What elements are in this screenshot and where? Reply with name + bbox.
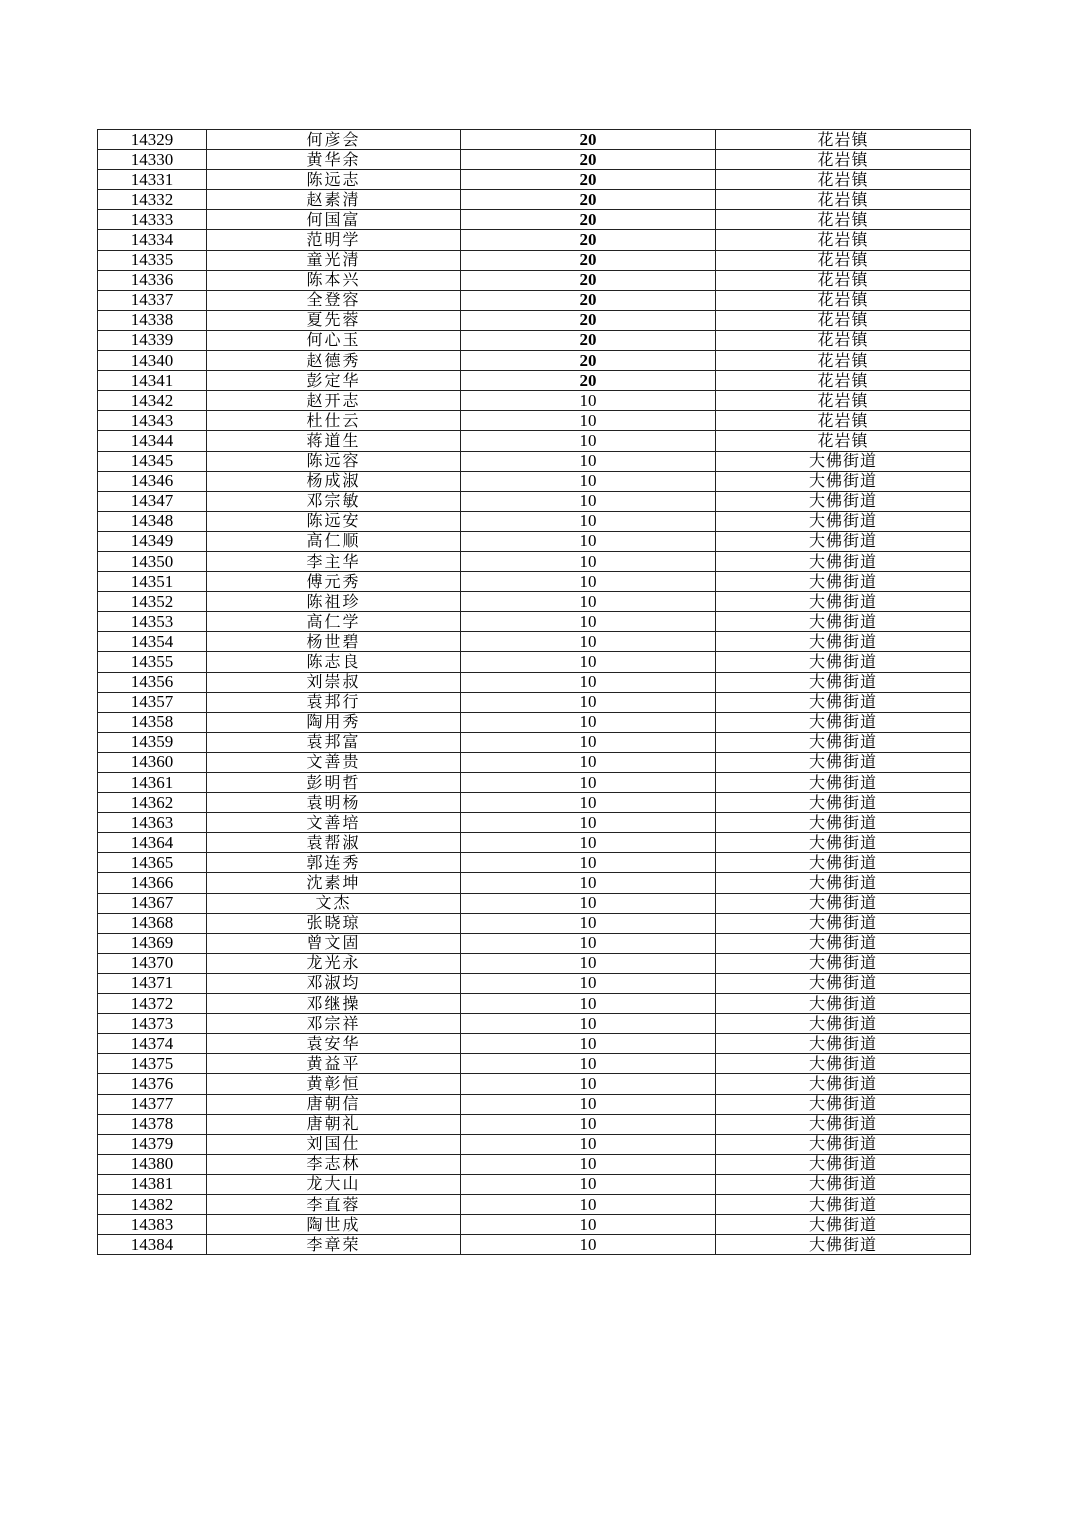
table-row bbox=[98, 793, 971, 813]
row-name-cell: 彭明哲 bbox=[207, 773, 461, 793]
row-name-cell: 赵开志 bbox=[207, 391, 461, 411]
row-name-cell: 全登容 bbox=[207, 290, 461, 310]
row-town-cell: 大佛街道 bbox=[716, 531, 971, 551]
row-id-cell: 14329 bbox=[98, 130, 207, 150]
row-name-cell: 刘国仕 bbox=[207, 1134, 461, 1154]
table-row bbox=[98, 1074, 971, 1094]
table-row bbox=[98, 1034, 971, 1054]
roster-table bbox=[97, 129, 971, 1255]
row-amount-cell: 10 bbox=[461, 732, 716, 752]
row-id-cell: 14376 bbox=[98, 1074, 207, 1094]
row-name-cell: 陈远容 bbox=[207, 451, 461, 471]
table-row bbox=[98, 592, 971, 612]
table-row bbox=[98, 270, 971, 290]
table-row bbox=[98, 190, 971, 210]
row-name-cell: 文善贵 bbox=[207, 752, 461, 772]
table-row bbox=[98, 712, 971, 732]
row-town-cell: 大佛街道 bbox=[716, 1194, 971, 1214]
row-town-cell: 花岩镇 bbox=[716, 371, 971, 391]
row-town-cell: 大佛街道 bbox=[716, 572, 971, 592]
row-name-cell: 陈远志 bbox=[207, 170, 461, 190]
row-name-cell: 郭连秀 bbox=[207, 853, 461, 873]
row-town-cell: 大佛街道 bbox=[716, 451, 971, 471]
row-name-cell: 邓宗敏 bbox=[207, 491, 461, 511]
row-id-cell: 14358 bbox=[98, 712, 207, 732]
row-amount-cell: 10 bbox=[461, 994, 716, 1014]
row-town-cell: 大佛街道 bbox=[716, 933, 971, 953]
row-id-cell: 14361 bbox=[98, 773, 207, 793]
table-row bbox=[98, 913, 971, 933]
row-town-cell: 花岩镇 bbox=[716, 210, 971, 230]
row-amount-cell: 10 bbox=[461, 893, 716, 913]
row-amount-cell: 10 bbox=[461, 873, 716, 893]
row-town-cell: 大佛街道 bbox=[716, 1014, 971, 1034]
row-town-cell: 大佛街道 bbox=[716, 973, 971, 993]
row-name-cell: 何心玉 bbox=[207, 330, 461, 350]
row-id-cell: 14371 bbox=[98, 973, 207, 993]
row-name-cell: 彭定华 bbox=[207, 371, 461, 391]
row-town-cell: 花岩镇 bbox=[716, 431, 971, 451]
row-name-cell: 陈本兴 bbox=[207, 270, 461, 290]
row-amount-cell: 10 bbox=[461, 1215, 716, 1235]
table-row bbox=[98, 210, 971, 230]
row-id-cell: 14368 bbox=[98, 913, 207, 933]
row-id-cell: 14364 bbox=[98, 833, 207, 853]
row-id-cell: 14344 bbox=[98, 431, 207, 451]
row-town-cell: 大佛街道 bbox=[716, 471, 971, 491]
row-id-cell: 14360 bbox=[98, 752, 207, 772]
table-row bbox=[98, 873, 971, 893]
row-amount-cell: 10 bbox=[461, 672, 716, 692]
row-town-cell: 花岩镇 bbox=[716, 250, 971, 270]
row-name-cell: 李主华 bbox=[207, 551, 461, 571]
row-id-cell: 14353 bbox=[98, 612, 207, 632]
row-name-cell: 李章荣 bbox=[207, 1235, 461, 1255]
row-amount-cell: 10 bbox=[461, 491, 716, 511]
row-town-cell: 花岩镇 bbox=[716, 351, 971, 371]
row-id-cell: 14367 bbox=[98, 893, 207, 913]
row-amount-cell: 20 bbox=[461, 310, 716, 330]
row-amount-cell: 10 bbox=[461, 1114, 716, 1134]
row-id-cell: 14363 bbox=[98, 813, 207, 833]
row-town-cell: 大佛街道 bbox=[716, 491, 971, 511]
row-name-cell: 黄华余 bbox=[207, 150, 461, 170]
row-amount-cell: 10 bbox=[461, 451, 716, 471]
row-town-cell: 大佛街道 bbox=[716, 1054, 971, 1074]
row-name-cell: 陶世成 bbox=[207, 1215, 461, 1235]
row-town-cell: 花岩镇 bbox=[716, 130, 971, 150]
row-amount-cell: 10 bbox=[461, 632, 716, 652]
row-amount-cell: 10 bbox=[461, 1054, 716, 1074]
row-name-cell: 曾文固 bbox=[207, 933, 461, 953]
row-id-cell: 14372 bbox=[98, 994, 207, 1014]
table-row bbox=[98, 230, 971, 250]
row-id-cell: 14375 bbox=[98, 1054, 207, 1074]
row-town-cell: 大佛街道 bbox=[716, 853, 971, 873]
row-id-cell: 14378 bbox=[98, 1114, 207, 1134]
row-name-cell: 黄益平 bbox=[207, 1054, 461, 1074]
row-town-cell: 花岩镇 bbox=[716, 290, 971, 310]
row-name-cell: 何彦会 bbox=[207, 130, 461, 150]
row-town-cell: 大佛街道 bbox=[716, 793, 971, 813]
row-id-cell: 14334 bbox=[98, 230, 207, 250]
row-name-cell: 袁安华 bbox=[207, 1034, 461, 1054]
row-id-cell: 14383 bbox=[98, 1215, 207, 1235]
row-amount-cell: 10 bbox=[461, 1134, 716, 1154]
table-row bbox=[98, 310, 971, 330]
row-id-cell: 14356 bbox=[98, 672, 207, 692]
row-id-cell: 14332 bbox=[98, 190, 207, 210]
row-id-cell: 14342 bbox=[98, 391, 207, 411]
row-town-cell: 大佛街道 bbox=[716, 612, 971, 632]
row-name-cell: 邓继操 bbox=[207, 994, 461, 1014]
row-name-cell: 陈祖珍 bbox=[207, 592, 461, 612]
table-row bbox=[98, 1054, 971, 1074]
row-id-cell: 14357 bbox=[98, 692, 207, 712]
row-id-cell: 14336 bbox=[98, 270, 207, 290]
row-town-cell: 大佛街道 bbox=[716, 893, 971, 913]
row-id-cell: 14343 bbox=[98, 411, 207, 431]
row-name-cell: 陈远安 bbox=[207, 511, 461, 531]
table-row bbox=[98, 351, 971, 371]
row-amount-cell: 10 bbox=[461, 551, 716, 571]
table-row bbox=[98, 471, 971, 491]
row-id-cell: 14377 bbox=[98, 1094, 207, 1114]
row-name-cell: 赵素清 bbox=[207, 190, 461, 210]
row-id-cell: 14370 bbox=[98, 953, 207, 973]
row-id-cell: 14350 bbox=[98, 551, 207, 571]
row-town-cell: 大佛街道 bbox=[716, 1134, 971, 1154]
row-id-cell: 14339 bbox=[98, 330, 207, 350]
row-town-cell: 花岩镇 bbox=[716, 270, 971, 290]
row-id-cell: 14354 bbox=[98, 632, 207, 652]
row-id-cell: 14335 bbox=[98, 250, 207, 270]
row-town-cell: 大佛街道 bbox=[716, 1074, 971, 1094]
table-row bbox=[98, 431, 971, 451]
row-town-cell: 大佛街道 bbox=[716, 1154, 971, 1174]
row-amount-cell: 10 bbox=[461, 652, 716, 672]
row-name-cell: 龙光永 bbox=[207, 953, 461, 973]
row-name-cell: 文杰 bbox=[207, 893, 461, 913]
table-row bbox=[98, 130, 971, 150]
row-amount-cell: 10 bbox=[461, 1014, 716, 1034]
row-name-cell: 傅元秀 bbox=[207, 572, 461, 592]
row-town-cell: 花岩镇 bbox=[716, 190, 971, 210]
table-row bbox=[98, 692, 971, 712]
row-name-cell: 文善培 bbox=[207, 813, 461, 833]
row-town-cell: 大佛街道 bbox=[716, 873, 971, 893]
table-row bbox=[98, 371, 971, 391]
row-name-cell: 黄彰恒 bbox=[207, 1074, 461, 1094]
row-id-cell: 14365 bbox=[98, 853, 207, 873]
row-name-cell: 杨成淑 bbox=[207, 471, 461, 491]
row-id-cell: 14349 bbox=[98, 531, 207, 551]
row-name-cell: 袁明杨 bbox=[207, 793, 461, 813]
row-name-cell: 龙大山 bbox=[207, 1174, 461, 1194]
table-row bbox=[98, 1094, 971, 1114]
row-name-cell: 袁帮淑 bbox=[207, 833, 461, 853]
row-town-cell: 大佛街道 bbox=[716, 913, 971, 933]
table-row bbox=[98, 572, 971, 592]
row-name-cell: 杨世碧 bbox=[207, 632, 461, 652]
row-amount-cell: 10 bbox=[461, 933, 716, 953]
row-amount-cell: 10 bbox=[461, 411, 716, 431]
row-town-cell: 大佛街道 bbox=[716, 1094, 971, 1114]
row-amount-cell: 10 bbox=[461, 1034, 716, 1054]
row-amount-cell: 10 bbox=[461, 692, 716, 712]
row-amount-cell: 20 bbox=[461, 150, 716, 170]
row-name-cell: 高仁学 bbox=[207, 612, 461, 632]
row-id-cell: 14340 bbox=[98, 351, 207, 371]
row-amount-cell: 20 bbox=[461, 290, 716, 310]
row-amount-cell: 10 bbox=[461, 1094, 716, 1114]
row-amount-cell: 10 bbox=[461, 592, 716, 612]
roster-table-body bbox=[98, 130, 971, 1255]
row-name-cell: 蒋道生 bbox=[207, 431, 461, 451]
row-amount-cell: 10 bbox=[461, 471, 716, 491]
row-amount-cell: 20 bbox=[461, 351, 716, 371]
row-amount-cell: 10 bbox=[461, 431, 716, 451]
row-amount-cell: 10 bbox=[461, 511, 716, 531]
row-amount-cell: 20 bbox=[461, 330, 716, 350]
row-name-cell: 邓宗祥 bbox=[207, 1014, 461, 1034]
row-id-cell: 14374 bbox=[98, 1034, 207, 1054]
row-amount-cell: 10 bbox=[461, 853, 716, 873]
row-amount-cell: 10 bbox=[461, 612, 716, 632]
row-town-cell: 大佛街道 bbox=[716, 833, 971, 853]
table-row bbox=[98, 451, 971, 471]
table-row bbox=[98, 170, 971, 190]
row-name-cell: 赵德秀 bbox=[207, 351, 461, 371]
row-name-cell: 刘崇叔 bbox=[207, 672, 461, 692]
row-id-cell: 14380 bbox=[98, 1154, 207, 1174]
row-name-cell: 邓淑均 bbox=[207, 973, 461, 993]
row-town-cell: 大佛街道 bbox=[716, 1114, 971, 1134]
row-town-cell: 花岩镇 bbox=[716, 230, 971, 250]
row-name-cell: 童光清 bbox=[207, 250, 461, 270]
row-id-cell: 14373 bbox=[98, 1014, 207, 1034]
row-id-cell: 14345 bbox=[98, 451, 207, 471]
row-amount-cell: 20 bbox=[461, 170, 716, 190]
row-town-cell: 花岩镇 bbox=[716, 411, 971, 431]
table-row bbox=[98, 330, 971, 350]
row-amount-cell: 10 bbox=[461, 572, 716, 592]
row-amount-cell: 10 bbox=[461, 793, 716, 813]
row-town-cell: 大佛街道 bbox=[716, 773, 971, 793]
row-amount-cell: 10 bbox=[461, 712, 716, 732]
row-name-cell: 李直蓉 bbox=[207, 1194, 461, 1214]
table-row bbox=[98, 973, 971, 993]
row-amount-cell: 20 bbox=[461, 371, 716, 391]
table-row bbox=[98, 1154, 971, 1174]
table-row bbox=[98, 853, 971, 873]
table-row bbox=[98, 551, 971, 571]
table-row bbox=[98, 833, 971, 853]
row-town-cell: 大佛街道 bbox=[716, 813, 971, 833]
table-row bbox=[98, 652, 971, 672]
table-row bbox=[98, 632, 971, 652]
table-row bbox=[98, 391, 971, 411]
row-town-cell: 大佛街道 bbox=[716, 1174, 971, 1194]
table-row bbox=[98, 672, 971, 692]
row-name-cell: 唐朝礼 bbox=[207, 1114, 461, 1134]
row-amount-cell: 10 bbox=[461, 1074, 716, 1094]
row-town-cell: 大佛街道 bbox=[716, 632, 971, 652]
table-row bbox=[98, 1235, 971, 1255]
row-id-cell: 14369 bbox=[98, 933, 207, 953]
row-town-cell: 大佛街道 bbox=[716, 672, 971, 692]
table-row bbox=[98, 511, 971, 531]
row-id-cell: 14341 bbox=[98, 371, 207, 391]
row-id-cell: 14351 bbox=[98, 572, 207, 592]
row-town-cell: 大佛街道 bbox=[716, 652, 971, 672]
row-amount-cell: 10 bbox=[461, 391, 716, 411]
row-town-cell: 花岩镇 bbox=[716, 170, 971, 190]
row-name-cell: 陶用秀 bbox=[207, 712, 461, 732]
row-name-cell: 袁邦富 bbox=[207, 732, 461, 752]
table-row bbox=[98, 491, 971, 511]
table-row bbox=[98, 1134, 971, 1154]
row-amount-cell: 20 bbox=[461, 250, 716, 270]
row-town-cell: 大佛街道 bbox=[716, 994, 971, 1014]
row-amount-cell: 10 bbox=[461, 1194, 716, 1214]
row-amount-cell: 20 bbox=[461, 270, 716, 290]
row-id-cell: 14337 bbox=[98, 290, 207, 310]
table-row bbox=[98, 1014, 971, 1034]
row-id-cell: 14379 bbox=[98, 1134, 207, 1154]
row-town-cell: 花岩镇 bbox=[716, 330, 971, 350]
row-amount-cell: 10 bbox=[461, 1154, 716, 1174]
table-row bbox=[98, 612, 971, 632]
table-row bbox=[98, 933, 971, 953]
row-amount-cell: 10 bbox=[461, 833, 716, 853]
table-row bbox=[98, 752, 971, 772]
table-row bbox=[98, 150, 971, 170]
row-id-cell: 14346 bbox=[98, 471, 207, 491]
row-id-cell: 14362 bbox=[98, 793, 207, 813]
row-id-cell: 14355 bbox=[98, 652, 207, 672]
table-row bbox=[98, 994, 971, 1014]
table-row bbox=[98, 893, 971, 913]
table-row bbox=[98, 531, 971, 551]
row-town-cell: 大佛街道 bbox=[716, 732, 971, 752]
row-name-cell: 高仁顺 bbox=[207, 531, 461, 551]
row-amount-cell: 10 bbox=[461, 973, 716, 993]
row-amount-cell: 10 bbox=[461, 913, 716, 933]
row-town-cell: 大佛街道 bbox=[716, 712, 971, 732]
row-name-cell: 袁邦行 bbox=[207, 692, 461, 712]
row-id-cell: 14348 bbox=[98, 511, 207, 531]
row-name-cell: 夏先蓉 bbox=[207, 310, 461, 330]
table-row bbox=[98, 953, 971, 973]
row-town-cell: 大佛街道 bbox=[716, 1235, 971, 1255]
row-town-cell: 大佛街道 bbox=[716, 953, 971, 973]
row-amount-cell: 20 bbox=[461, 230, 716, 250]
row-id-cell: 14382 bbox=[98, 1194, 207, 1214]
table-row bbox=[98, 732, 971, 752]
row-name-cell: 李志林 bbox=[207, 1154, 461, 1174]
row-amount-cell: 10 bbox=[461, 1235, 716, 1255]
table-row bbox=[98, 1215, 971, 1235]
table-row bbox=[98, 411, 971, 431]
row-id-cell: 14333 bbox=[98, 210, 207, 230]
row-town-cell: 大佛街道 bbox=[716, 1215, 971, 1235]
row-name-cell: 沈素坤 bbox=[207, 873, 461, 893]
row-town-cell: 大佛街道 bbox=[716, 592, 971, 612]
row-amount-cell: 10 bbox=[461, 752, 716, 772]
row-name-cell: 唐朝信 bbox=[207, 1094, 461, 1114]
row-id-cell: 14384 bbox=[98, 1235, 207, 1255]
row-id-cell: 14352 bbox=[98, 592, 207, 612]
table-row bbox=[98, 813, 971, 833]
row-amount-cell: 10 bbox=[461, 953, 716, 973]
row-amount-cell: 10 bbox=[461, 773, 716, 793]
row-id-cell: 14381 bbox=[98, 1174, 207, 1194]
row-amount-cell: 10 bbox=[461, 813, 716, 833]
row-id-cell: 14359 bbox=[98, 732, 207, 752]
row-amount-cell: 20 bbox=[461, 210, 716, 230]
row-name-cell: 杜仕云 bbox=[207, 411, 461, 431]
row-town-cell: 花岩镇 bbox=[716, 391, 971, 411]
table-row bbox=[98, 773, 971, 793]
row-amount-cell: 20 bbox=[461, 190, 716, 210]
row-id-cell: 14331 bbox=[98, 170, 207, 190]
row-town-cell: 大佛街道 bbox=[716, 551, 971, 571]
row-id-cell: 14347 bbox=[98, 491, 207, 511]
row-amount-cell: 10 bbox=[461, 531, 716, 551]
row-name-cell: 范明学 bbox=[207, 230, 461, 250]
row-town-cell: 大佛街道 bbox=[716, 692, 971, 712]
row-town-cell: 花岩镇 bbox=[716, 310, 971, 330]
row-amount-cell: 10 bbox=[461, 1174, 716, 1194]
table-row bbox=[98, 1194, 971, 1214]
row-town-cell: 大佛街道 bbox=[716, 752, 971, 772]
row-town-cell: 花岩镇 bbox=[716, 150, 971, 170]
table-row bbox=[98, 1114, 971, 1134]
row-name-cell: 张晓琼 bbox=[207, 913, 461, 933]
row-name-cell: 陈志良 bbox=[207, 652, 461, 672]
row-name-cell: 何国富 bbox=[207, 210, 461, 230]
table-row bbox=[98, 250, 971, 270]
row-town-cell: 大佛街道 bbox=[716, 1034, 971, 1054]
table-row bbox=[98, 290, 971, 310]
row-id-cell: 14330 bbox=[98, 150, 207, 170]
row-id-cell: 14338 bbox=[98, 310, 207, 330]
row-amount-cell: 20 bbox=[461, 130, 716, 150]
row-id-cell: 14366 bbox=[98, 873, 207, 893]
table-row bbox=[98, 1174, 971, 1194]
row-town-cell: 大佛街道 bbox=[716, 511, 971, 531]
